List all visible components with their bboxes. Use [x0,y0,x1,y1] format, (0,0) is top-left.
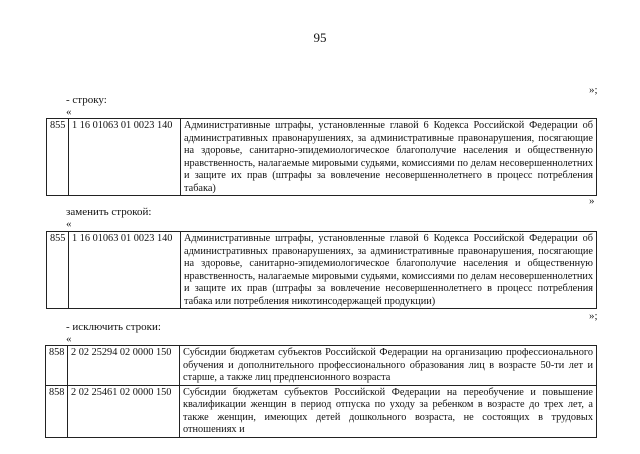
cell-code-admin: 855 [47,232,69,309]
table-row [47,119,597,196]
page-number: 95 [313,30,327,45]
table-excluded-rows [45,345,597,438]
opening-quote-2: « [66,218,72,230]
cell-budget-code: 1 16 01063 01 0023 140 [69,119,181,196]
cell-description: Субсидии бюджетам субъектов Российской Федерации на переобучение и повышение квалификации женщин в период отпуска по уходу за ребенком в возрасте до трех лет, а также женщин, имеющих детей дошкольного возраста, не состоящих в трудовых отношениях и [180,385,597,437]
closing-quote-2: » [589,195,595,207]
opening-quote-3: « [66,333,72,345]
cell-budget-code: 1 16 01063 01 0023 140 [69,232,181,309]
closing-quote-1: »; [589,84,598,96]
cell-code-admin: 858 [46,385,68,437]
table-row [46,346,597,386]
table-row [46,385,597,437]
excluded-rows-clip [40,344,610,454]
cell-budget-code: 2 02 25294 02 0000 150 [68,346,180,386]
opening-quote-1: « [66,106,72,118]
cell-budget-code: 2 02 25461 02 0000 150 [68,385,180,437]
cell-description: Субсидии бюджетам субъектов Российской Федерации на организацию профессионального обучения и дополнительного профессионального образования лиц в возрасте 50-ти лет и старше, а также лиц предпенсионного возраста [180,346,597,386]
label-row: - строку: [66,94,107,106]
table-new-row [46,231,597,309]
cell-code-admin: 858 [46,346,68,386]
label-replace: заменить строкой: [66,206,152,218]
table-row [47,232,597,309]
closing-quote-3: »; [589,310,598,322]
cell-description: Административные штрафы, установленные главой 6 Кодекса Российской Федерации об административных правонарушениях, за административные правонарушения, посягающие на здоровье, санитарно-эпидемиологическое благополучие населения и общественную нравственность, налагаемые мировыми судьями, комиссиями по делам несовершеннолетних и защите их прав (штрафы за вовлечение несовершеннолетнего в процесс потребления табака или потребления никотинсодержащей продукции) [181,232,597,309]
table-old-row [46,118,597,196]
cell-description: Административные штрафы, установленные главой 6 Кодекса Российской Федерации об административных правонарушениях, за административные правонарушения, посягающие на здоровье, санитарно-эпидемиологическое благополучие населения и общественную нравственность, налагаемые мировыми судьями, комиссиями по делам несовершеннолетних и защите их прав (штрафы за вовлечение несовершеннолетнего в процесс потребления табака) [181,119,597,196]
label-exclude: - исключить строки: [66,321,161,333]
cell-code-admin: 855 [47,119,69,196]
